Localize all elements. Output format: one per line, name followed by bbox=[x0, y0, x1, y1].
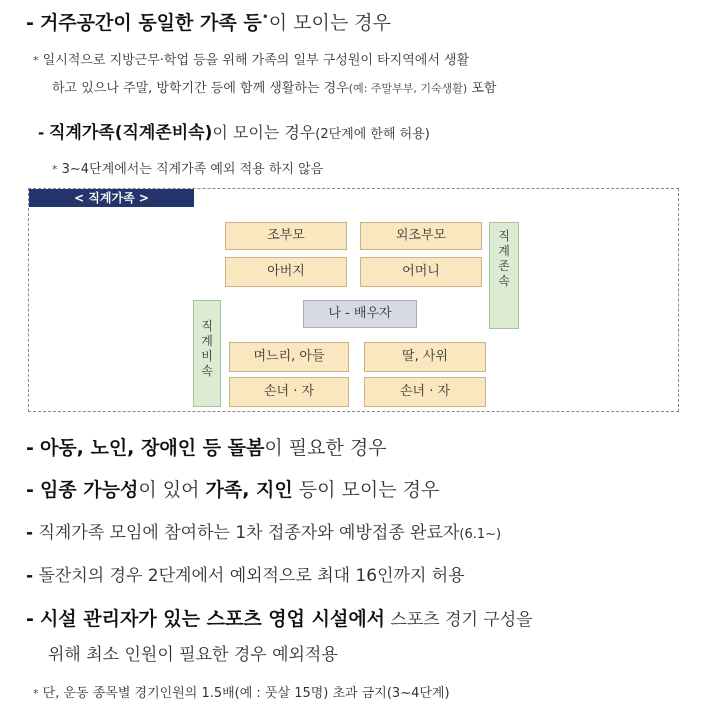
footnote-mark: • bbox=[261, 10, 269, 24]
dash: - bbox=[26, 523, 34, 543]
label-char: 계 bbox=[201, 334, 213, 348]
label-ascendants bbox=[489, 222, 519, 329]
dash: - bbox=[26, 479, 34, 501]
label-char: 속 bbox=[498, 274, 510, 288]
box-mother: 어머니 bbox=[360, 257, 482, 287]
label-char: 존 bbox=[498, 259, 510, 273]
box-father: 아버지 bbox=[225, 257, 347, 287]
item-heading: 직계가족(직계존비속) bbox=[49, 123, 213, 143]
dash: - bbox=[26, 566, 34, 586]
direct-family-diagram bbox=[28, 188, 679, 412]
note-star: * bbox=[33, 54, 39, 67]
dash: - bbox=[26, 12, 34, 34]
box-grandchildren-right: 손녀 · 자 bbox=[364, 377, 486, 407]
item-text: 이 모이는 경우 bbox=[268, 12, 391, 34]
item-first-birthday bbox=[26, 561, 465, 586]
item-end-of-life bbox=[26, 475, 439, 502]
item-text: 위해 최소 인원이 필요한 경우 예외적용 bbox=[48, 645, 338, 665]
label-char: 계 bbox=[498, 244, 510, 258]
note-sports-limit bbox=[33, 682, 450, 701]
box-self-spouse: 나 - 배우자 bbox=[303, 300, 417, 328]
dash: - bbox=[38, 124, 45, 142]
item-sports-facility-cont bbox=[48, 640, 338, 665]
item-text: 이 모이는 경우 bbox=[212, 123, 316, 142]
dash: - bbox=[26, 437, 34, 459]
box-grandparents-paternal: 조부모 bbox=[225, 222, 347, 250]
note-temporary-residence-cont bbox=[52, 77, 496, 96]
dash: - bbox=[26, 608, 34, 630]
note-text: 일시적으로 지방근무·학업 등을 위해 가족의 일부 구성원이 타지역에서 생활 bbox=[42, 53, 470, 68]
item-heading: 임종 가능성 bbox=[39, 479, 139, 501]
item-heading: 시설 관리자가 있는 스포츠 영업 시설에서 bbox=[39, 608, 386, 630]
item-heading: 거주공간이 동일한 가족 등 bbox=[39, 12, 262, 34]
note-example: (예: 주말부부, 기숙생활) bbox=[348, 82, 468, 95]
label-char: 속 bbox=[201, 364, 213, 378]
item-text: 스포츠 경기 구성을 bbox=[385, 610, 533, 630]
item-direct-family bbox=[38, 118, 430, 143]
box-grandparents-maternal: 외조부모 bbox=[360, 222, 482, 250]
note-text: 단, 운동 종목별 경기인원의 1.5배(예 : 풋살 15명) 초과 금지(3~4단계) bbox=[42, 686, 450, 701]
item-vaccinated bbox=[26, 518, 501, 543]
item-text: 등이 모이는 경우 bbox=[292, 479, 440, 501]
note-stage-exception bbox=[52, 158, 323, 177]
item-heading: 아동, 노인, 장애인 등 돌봄 bbox=[39, 437, 265, 459]
item-heading-2: 가족, 지인 bbox=[205, 479, 293, 501]
item-text: 직계가족 모임에 참여하는 1차 접종자와 예방접종 완료자 bbox=[38, 523, 460, 543]
box-grandchildren-left: 손녀 · 자 bbox=[229, 377, 349, 407]
diagram-title: < 직계가족 > bbox=[29, 189, 194, 207]
item-care-needed bbox=[26, 433, 387, 460]
label-char: 직 bbox=[498, 229, 510, 243]
item-text: 돌잔치의 경우 2단계에서 예외적으로 최대 16인까지 허용 bbox=[38, 566, 465, 586]
box-daughter-in-law-son: 며느리, 아들 bbox=[229, 342, 349, 372]
label-char: 비 bbox=[201, 349, 213, 363]
note-star: * bbox=[33, 687, 39, 700]
item-paren: (2단계에 한해 허용) bbox=[315, 127, 430, 142]
item-paren: (6.1~) bbox=[459, 527, 502, 542]
note-end: 포함 bbox=[467, 81, 497, 96]
item-text: 이 필요한 경우 bbox=[264, 437, 387, 459]
item-sports-facility bbox=[26, 604, 533, 631]
item-same-residence bbox=[26, 8, 391, 35]
item-text: 이 있어 bbox=[138, 479, 206, 501]
box-daughter-son-in-law: 딸, 사위 bbox=[364, 342, 486, 372]
note-text: 3∼4단계에서는 직계가족 예외 적용 하지 않음 bbox=[61, 162, 324, 177]
note-text: 하고 있으나 주말, 방학기간 등에 함께 생활하는 경우 bbox=[52, 81, 349, 96]
note-temporary-residence bbox=[33, 49, 469, 68]
label-descendants bbox=[193, 300, 221, 407]
note-star: * bbox=[52, 163, 58, 176]
label-char: 직 bbox=[201, 319, 213, 333]
